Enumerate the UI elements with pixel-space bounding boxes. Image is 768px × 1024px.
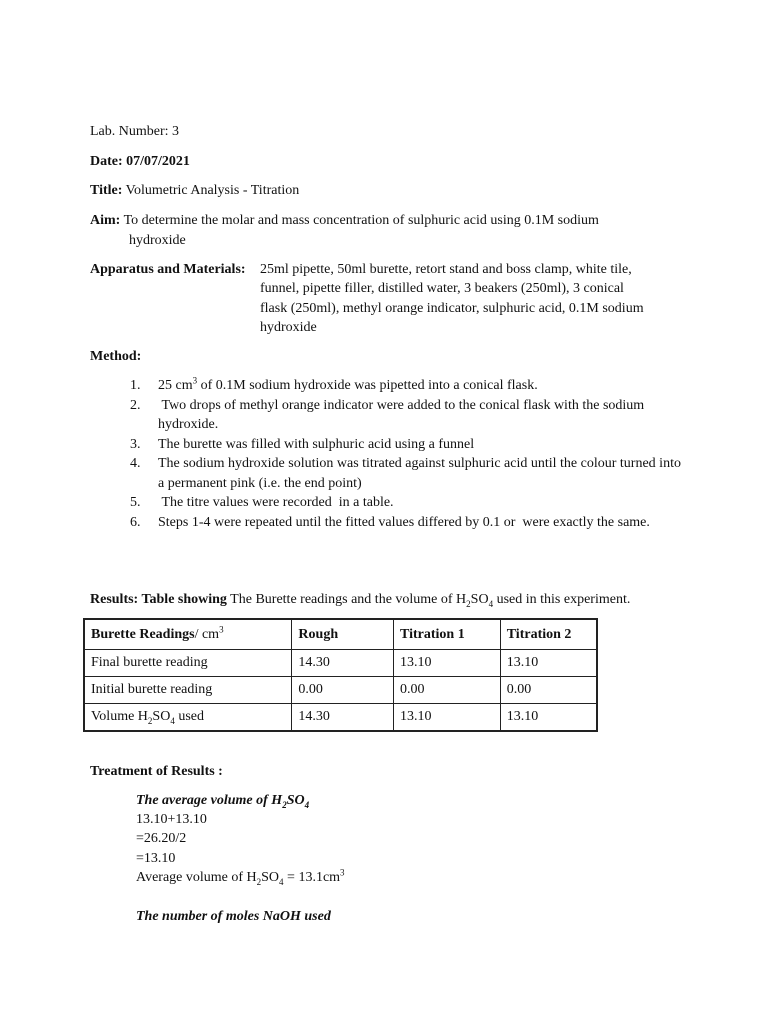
step-text: 25 cm — [158, 378, 193, 393]
step-text: Steps 1-4 were repeated until the fitted values differed by 0.1 or were exactly the same. — [158, 514, 650, 530]
apparatus-line: 25ml pipette, 50ml burette, retort stand and boss clamp, white tile, — [260, 262, 632, 277]
step-number: 3. — [130, 436, 141, 452]
row-label: Initial burette reading — [84, 677, 292, 704]
step-text: The sodium hydroxide solution was titrated against sulphuric acid until the colour turned into a permanent pink (i.e. the end point) — [158, 456, 681, 491]
cell-titration-1: 13.10 — [394, 650, 501, 677]
list-item — [130, 493, 690, 513]
table-row — [84, 650, 597, 677]
row-label: Final burette reading — [84, 650, 292, 677]
cell-rough: 14.30 — [292, 704, 394, 732]
aim-text-line1: To determine the molar and mass concentration of sulphuric acid using 0.1M sodium — [123, 213, 599, 228]
method-heading — [90, 347, 141, 367]
aim-label: Aim: — [90, 213, 121, 228]
method-steps — [130, 376, 690, 532]
cell-rough: 14.30 — [292, 650, 394, 677]
date-value: 07/07/2021 — [126, 154, 190, 169]
list-item — [130, 454, 690, 493]
header-cell-burette-readings: Burette Readings/ $cm^3$ — [84, 619, 292, 650]
list-item — [130, 396, 690, 435]
row-label: Volume $H_2SO_4$ used — [84, 704, 292, 732]
date-line — [90, 152, 190, 172]
step-number: 5. — [130, 495, 141, 510]
apparatus-line: hydroxide — [260, 320, 317, 335]
results-table — [83, 618, 598, 732]
list-item — [130, 435, 690, 455]
calc-line: =26.20/2 — [136, 831, 187, 846]
list-item — [130, 513, 690, 533]
step-number: 2. — [130, 397, 141, 413]
cell-titration-1: 0.00 — [394, 677, 501, 704]
caption-text: used in this experiment. — [493, 592, 631, 607]
step-text: Two drops of methyl orange indicator were added to the conical flask with the sodium hydroxide. — [158, 397, 648, 432]
step-text: of 0.1M sodium hydroxide was pipetted into a conical flask. — [197, 378, 538, 393]
step-text: The burette was filled with sulphuric acid using a funnel — [158, 436, 475, 452]
average-volume-heading: The average volume of $H_2SO_4$ — [136, 793, 310, 810]
table-row — [84, 677, 597, 704]
cell-titration-1: 13.10 — [394, 704, 501, 732]
subscript: 2 — [466, 598, 471, 609]
treatment-label: Treatment of Results : — [90, 764, 223, 779]
step-number: 6. — [130, 514, 141, 530]
apparatus-label — [90, 260, 246, 280]
results-label: Results: Table showing — [90, 592, 227, 607]
calc-line: 13.10+13.10 — [136, 812, 207, 827]
average-volume-result: Average volume of $H_2SO_4 = 13.1cm^3$ — [136, 867, 345, 887]
moles-naoh-heading: The number of moles NaOH used — [136, 909, 331, 924]
method-label: Method: — [90, 349, 142, 364]
header-cell-titration-1: Titration 1 — [394, 619, 501, 650]
title-label: Title: — [90, 183, 123, 198]
header-cell-titration-2: Titration 2 — [500, 619, 597, 650]
title-line — [90, 181, 299, 201]
table-header-row — [84, 619, 597, 650]
superscript: 3 — [192, 375, 198, 386]
title-value: Volumetric Analysis - Titration — [125, 183, 300, 198]
subscript: 4 — [488, 598, 494, 609]
cell-titration-2: 0.00 — [500, 677, 597, 704]
caption-text: SO — [470, 592, 489, 607]
aim-line — [90, 211, 599, 231]
caption-text: The Burette readings and the volume of H — [226, 592, 467, 607]
apparatus-line: flask (250ml), methyl orange indicator, sulphuric acid, 0.1M sodium — [260, 301, 644, 316]
calc-line: =13.10 — [136, 851, 176, 866]
step-number: 1. — [130, 378, 141, 393]
cell-rough: 0.00 — [292, 677, 394, 704]
step-text: The titre values were recorded in a table. — [158, 495, 394, 510]
cell-titration-2: 13.10 — [500, 650, 597, 677]
table-row — [84, 704, 597, 732]
list-item — [130, 376, 690, 396]
cell-titration-2: 13.10 — [500, 704, 597, 732]
treatment-heading — [90, 762, 223, 782]
step-number: 4. — [130, 456, 141, 471]
lab-number: Lab. Number: 3 — [90, 124, 180, 139]
header-cell-rough: Rough — [292, 619, 394, 650]
apparatus-line: funnel, pipette filler, distilled water, 3 beakers (250ml), 3 conical — [260, 281, 624, 296]
date-label: Date: — [90, 154, 123, 169]
apparatus-label-text: Apparatus and Materials: — [90, 262, 246, 277]
aim-text-line2: hydroxide — [129, 233, 186, 248]
results-caption — [90, 590, 630, 610]
